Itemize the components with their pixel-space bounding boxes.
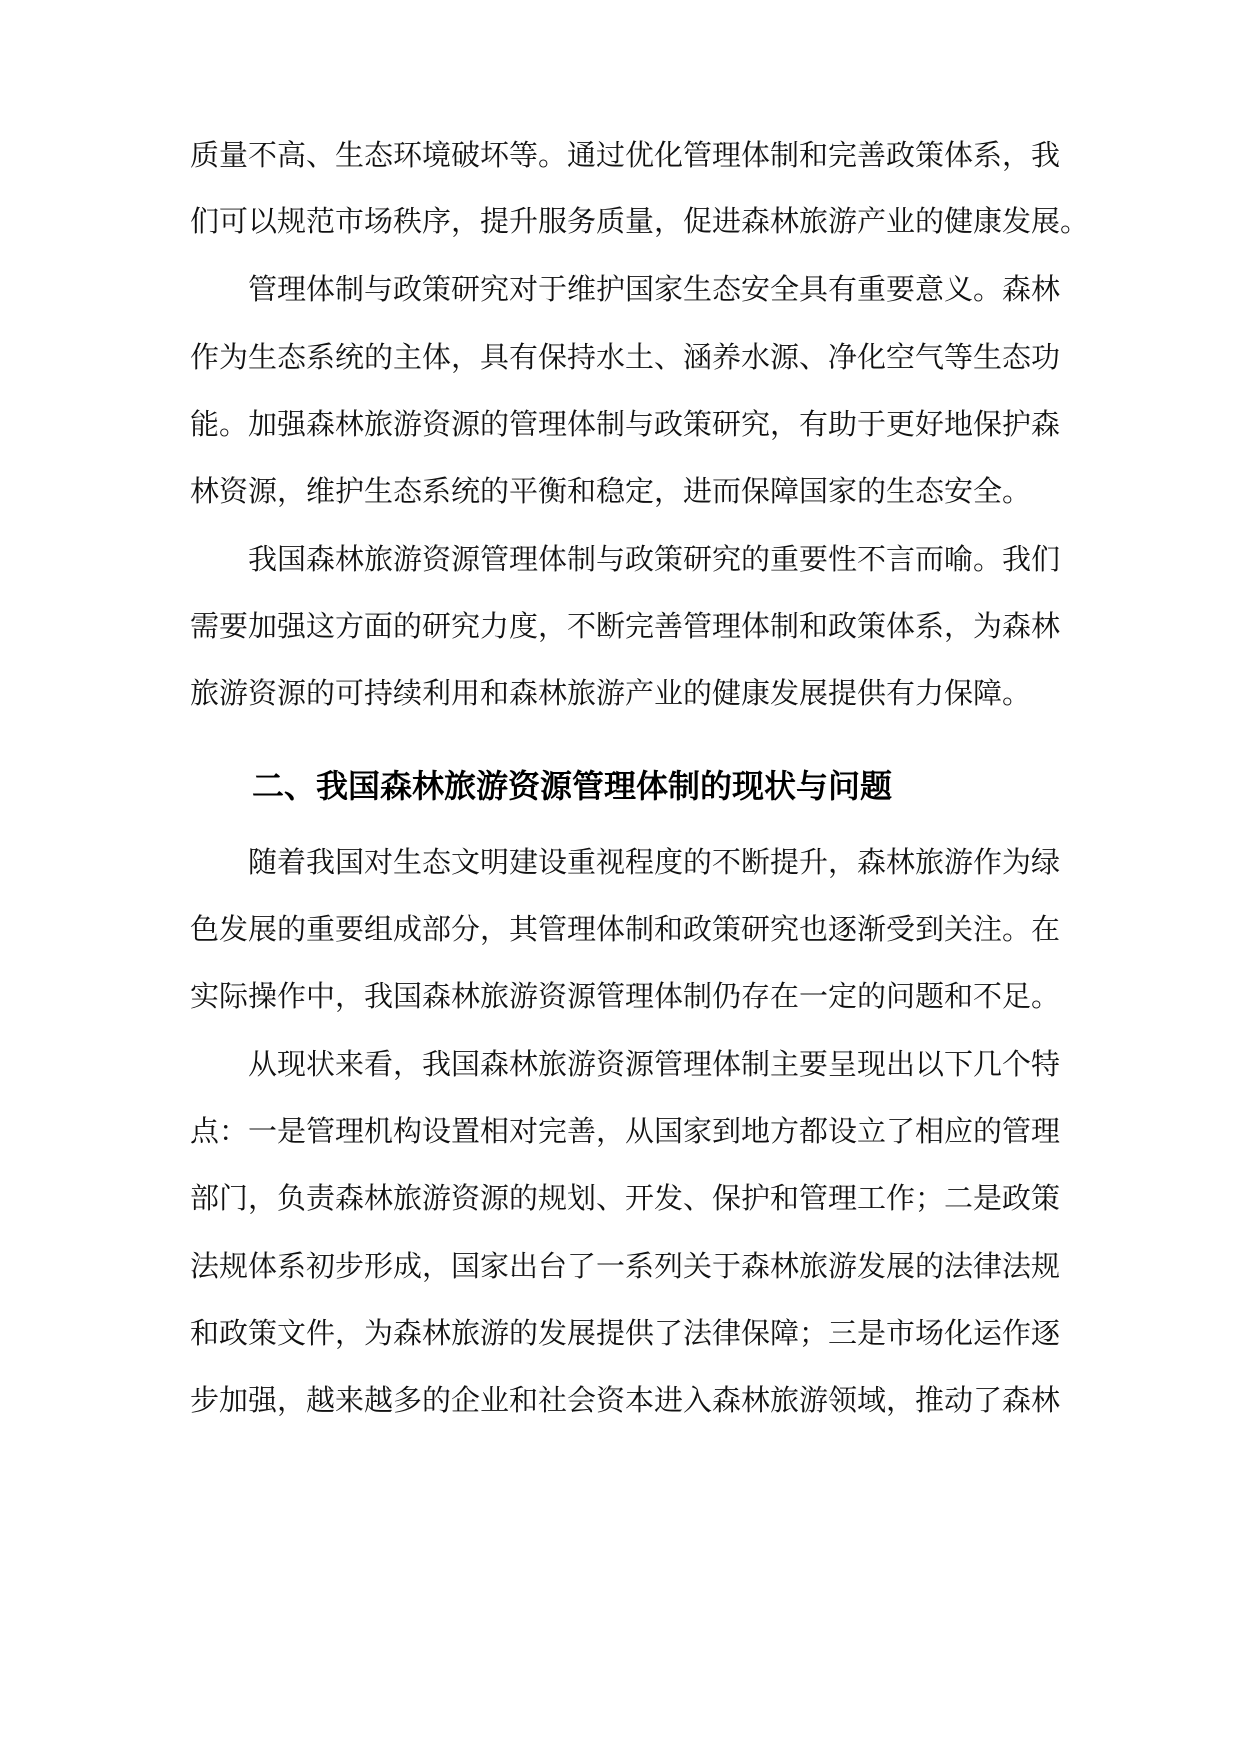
paragraph-line: 从现状来看，我国森林旅游资源管理体制主要呈现出以下几个特	[248, 1047, 1061, 1081]
section-heading: 二、我国森林旅游资源管理体制的现状与问题	[252, 767, 893, 805]
paragraph-line: 随着我国对生态文明建设重视程度的不断提升，森林旅游作为绿	[248, 845, 1061, 879]
paragraph-line: 实际操作中，我国森林旅游资源管理体制仍存在一定的问题和不足。	[190, 979, 1061, 1013]
paragraph-line: 步加强，越来越多的企业和社会资本进入森林旅游领域，推动了森林	[190, 1383, 1061, 1417]
paragraph-line: 旅游资源的可持续利用和森林旅游产业的健康发展提供有力保障。	[190, 676, 1032, 710]
paragraph-line: 我国森林旅游资源管理体制与政策研究的重要性不言而喻。我们	[248, 542, 1061, 576]
paragraph-line: 林资源，维护生态系统的平衡和稳定，进而保障国家的生态安全。	[190, 474, 1032, 508]
paragraph-line: 点：一是管理机构设置相对完善，从国家到地方都设立了相应的管理	[190, 1114, 1061, 1148]
paragraph-line: 们可以规范市场秩序，提升服务质量，促进森林旅游产业的健康发展。	[190, 204, 1090, 238]
paragraph-line: 法规体系初步形成，国家出台了一系列关于森林旅游发展的法律法规	[190, 1249, 1061, 1283]
paragraph-line: 作为生态系统的主体，具有保持水土、涵养水源、净化空气等生态功	[190, 340, 1061, 374]
paragraph-line: 能。加强森林旅游资源的管理体制与政策研究，有助于更好地保护森	[190, 407, 1061, 441]
paragraph-line: 部门，负责森林旅游资源的规划、开发、保护和管理工作；二是政策	[190, 1181, 1061, 1215]
paragraph-line: 质量不高、生态环境破坏等。通过优化管理体制和完善政策体系，我	[190, 138, 1061, 172]
paragraph-line: 和政策文件，为森林旅游的发展提供了法律保障；三是市场化运作逐	[190, 1316, 1061, 1350]
paragraph-line: 管理体制与政策研究对于维护国家生态安全具有重要意义。森林	[248, 272, 1061, 306]
paragraph-line: 色发展的重要组成部分，其管理体制和政策研究也逐渐受到关注。在	[190, 912, 1061, 946]
paragraph-line: 需要加强这方面的研究力度，不断完善管理体制和政策体系，为森林	[190, 609, 1061, 643]
